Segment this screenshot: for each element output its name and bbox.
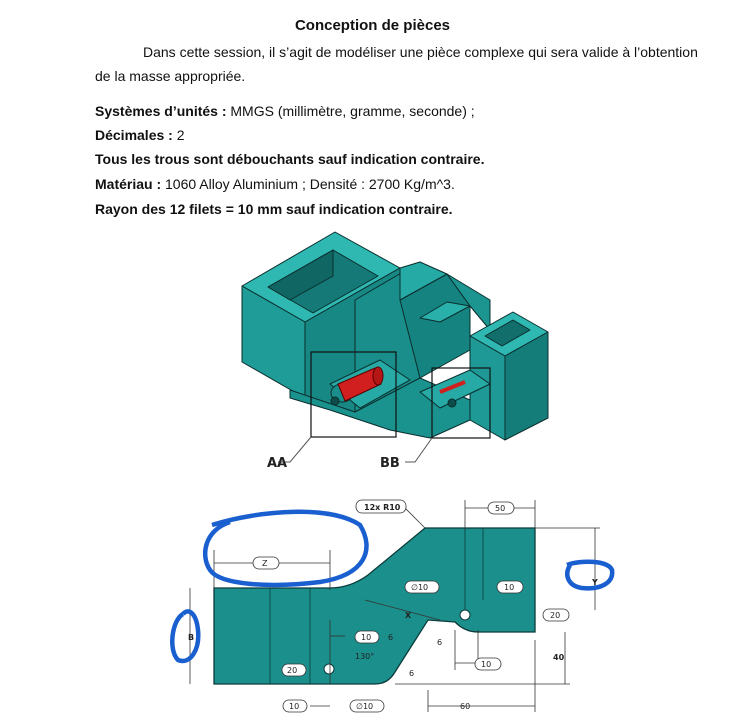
dim-10-bottom: 10	[289, 702, 300, 711]
label-bb: BB	[380, 456, 400, 471]
dim-10-low: 10	[481, 660, 492, 669]
dim-z: Z	[262, 559, 268, 568]
dim-20-right: 20	[550, 611, 561, 620]
decimals-value: 2	[172, 127, 185, 143]
dim-6-a: 6	[388, 633, 394, 642]
material-label: Matériau :	[95, 176, 162, 192]
dia-10-top: ∅10	[411, 583, 429, 592]
units-label: Systèmes d’unités :	[95, 103, 227, 119]
units-value: MMGS (millimètre, gramme, seconde) ;	[226, 103, 475, 119]
dim-10-top: 10	[504, 583, 515, 592]
material-value: 1060 Alloy Aluminium ; Densité : 2700 Kg/m^3.	[161, 176, 455, 192]
angle-130: 130°	[355, 652, 375, 661]
dim-50: 50	[495, 504, 506, 513]
fillets-note: Rayon des 12 filets = 10 mm sauf indication contraire.	[95, 201, 453, 217]
dia-10-bottom: ∅10	[356, 702, 374, 711]
holes-note: Tous les trous sont débouchants sauf indication contraire.	[95, 151, 485, 167]
dim-60: 60	[460, 702, 471, 711]
dim-20-left: 20	[287, 666, 298, 675]
ink-circle-y	[567, 562, 612, 589]
leader-bb	[405, 438, 432, 462]
dim-10-mid: 10	[361, 633, 372, 642]
fillet-note: 12x R10	[364, 503, 401, 512]
page-title: Conception de pièces	[294, 17, 451, 34]
dim-6-b: 6	[437, 638, 443, 647]
dim-6-c: 6	[409, 669, 415, 678]
dim-y: Y	[592, 578, 598, 587]
dim-40: 40	[553, 653, 565, 662]
ink-circle-z	[205, 512, 366, 585]
dim-x: X	[405, 611, 412, 620]
ink-circle-b	[172, 611, 198, 661]
hole-bottom	[324, 664, 334, 674]
label-aa: AA	[267, 456, 288, 471]
section-drawing	[172, 500, 612, 712]
dim-b: B	[188, 633, 195, 642]
decimals-label: Décimales :	[95, 127, 173, 143]
intro-text: Dans cette session, il s’agit de modéliser une pièce complexe qui sera valide à l’obtention de la masse appropriée.	[95, 44, 698, 84]
hole-top	[460, 610, 470, 620]
part-3d	[242, 232, 548, 440]
